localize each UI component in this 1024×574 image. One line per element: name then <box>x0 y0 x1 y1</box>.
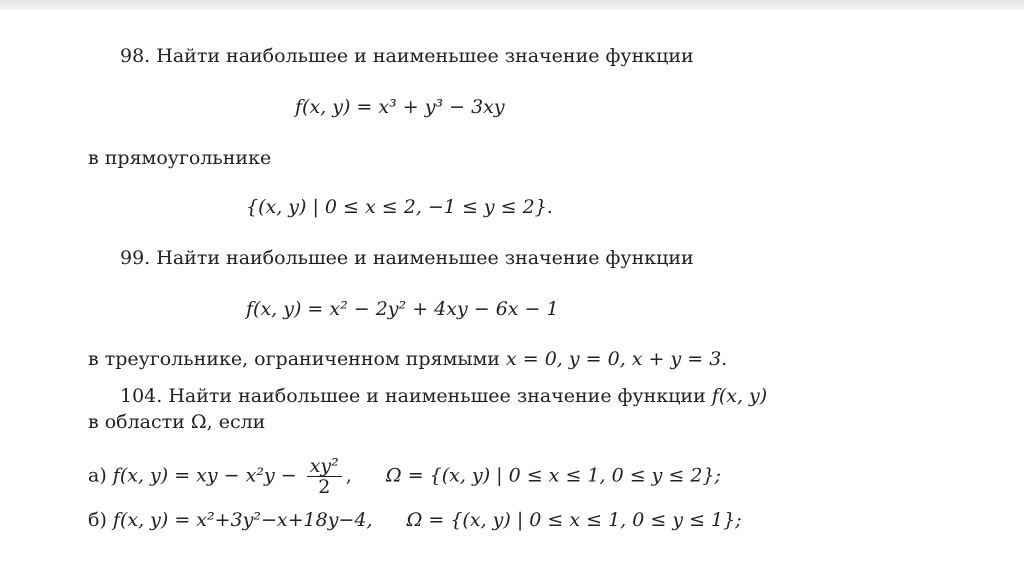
problem-104-heading-func: f(x, y) <box>711 385 768 407</box>
case-a-fraction <box>307 456 342 497</box>
case-b-region: Ω = {(x, y) | 0 ≤ x ≤ 1, 0 ≤ y ≤ 1}; <box>406 509 742 531</box>
case-a-fraction-numerator: xy² <box>307 456 342 477</box>
problem-104-intro: в области Ω, если <box>88 411 266 433</box>
problem-99-formula: f(x, y) = x² − 2y² + 4xy − 6x − 1 <box>246 298 559 320</box>
problem-99-domain-text: в треугольнике, ограниченном прямыми <box>88 348 500 370</box>
problem-99-domain <box>88 347 727 371</box>
problem-98-domain-intro: в прямоугольнике <box>88 147 272 169</box>
case-a-formula: f(x, y) = xy − x²y − <box>112 464 297 487</box>
case-a-label: а) <box>88 464 107 487</box>
problem-104-case-a: а) f(x, y) = xy − x²y − $\frac{\text{xy²}}{2}$ , Ω = {(x, y) | 0 ≤ x ≤ 1, 0 ≤ y ≤ 2}; <box>88 455 721 498</box>
case-b-label: б) <box>88 509 107 531</box>
problem-99-heading: 99. Найти наибольшее и наименьшее значение функции <box>120 247 694 269</box>
problem-98-formula: f(x, y) = x³ + y³ − 3xy <box>295 96 505 118</box>
problem-104-heading-text: 104. Найти наибольшее и наименьшее значение функции <box>120 385 706 407</box>
problem-104-heading <box>120 384 767 408</box>
case-a-fraction-denominator: 2 <box>318 476 331 498</box>
top-bar <box>0 0 1024 10</box>
case-b-formula: f(x, y) = x²+3y²−x+18y−4, <box>112 509 373 531</box>
case-a-region: Ω = {(x, y) | 0 ≤ x ≤ 1, 0 ≤ y ≤ 2}; <box>385 464 721 487</box>
problem-98-region: {(x, y) | 0 ≤ x ≤ 2, −1 ≤ y ≤ 2}. <box>246 196 553 218</box>
problem-99-domain-lines: x = 0, y = 0, x + y = 3. <box>505 348 728 370</box>
problem-98-heading: 98. Найти наибольшее и наименьшее значение функции <box>120 45 694 67</box>
problem-104-case-b <box>88 508 742 532</box>
